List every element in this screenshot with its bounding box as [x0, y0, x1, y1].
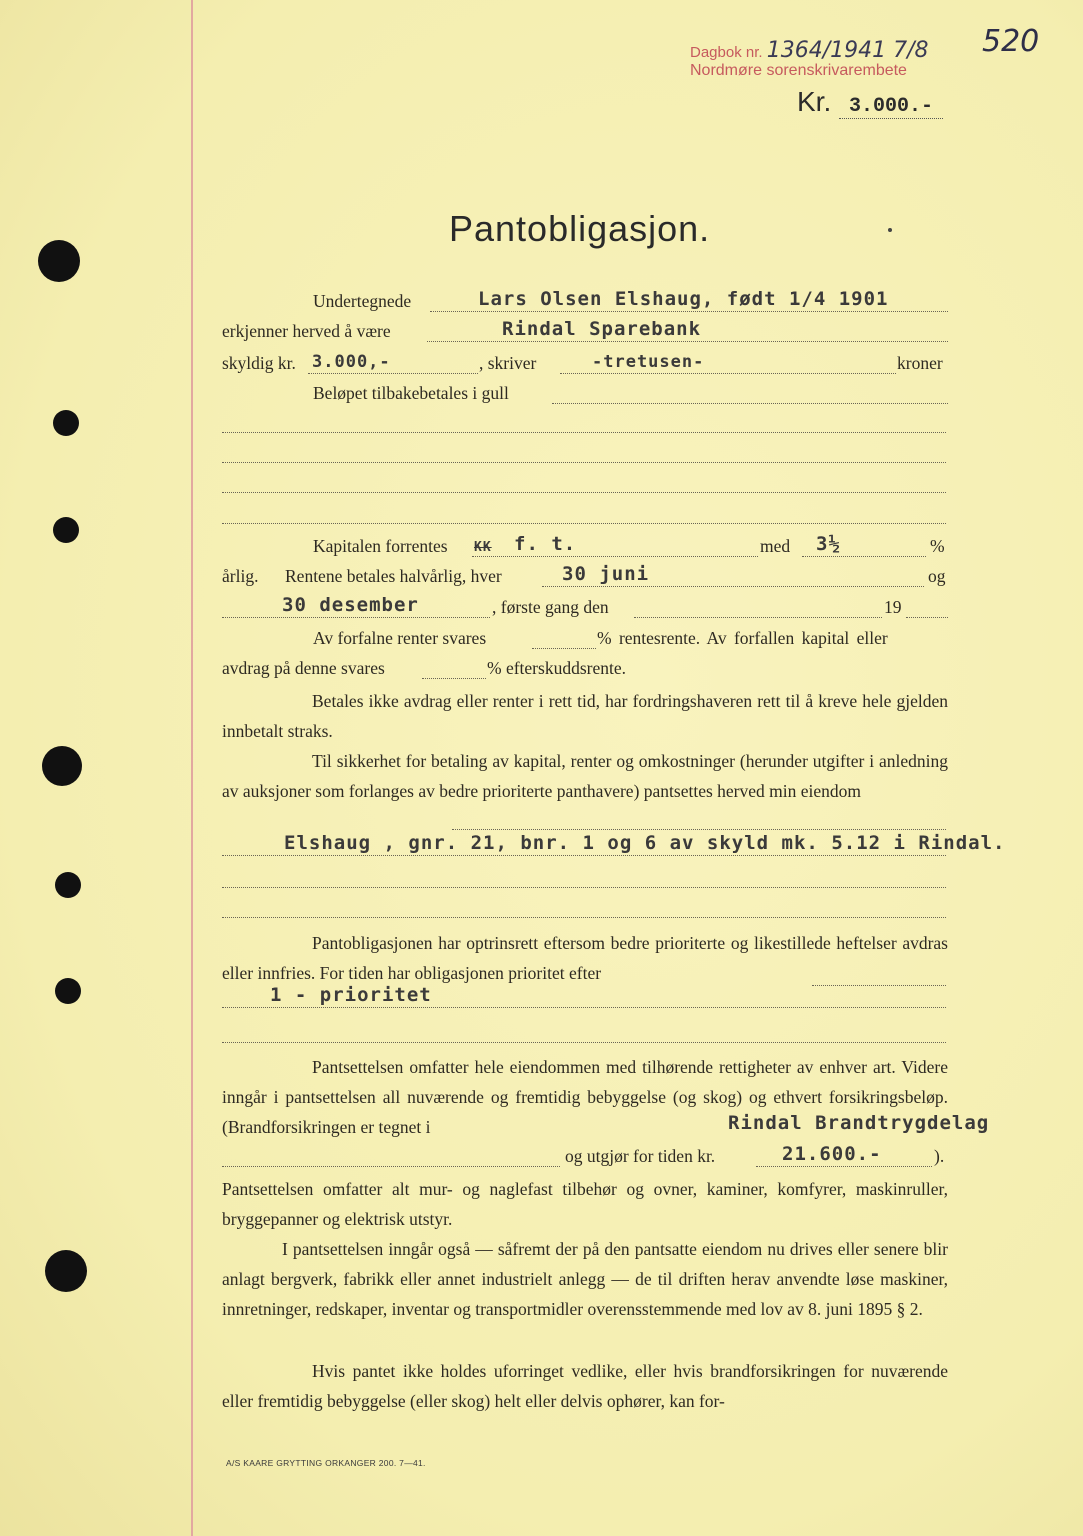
first-time-label: , første gang den [492, 597, 609, 617]
field-insured-amount [222, 1143, 948, 1173]
paragraph-maintenance [222, 1356, 948, 1416]
amount-dots [308, 372, 478, 374]
punch-hole [55, 872, 81, 898]
priority-value: 1 - prioritet [270, 984, 432, 1006]
punch-hole [45, 1250, 87, 1292]
rate-dots [802, 555, 926, 557]
priority-dots [222, 1006, 946, 1008]
field-insurer [700, 1112, 1000, 1142]
annual-label: årlig. [222, 566, 259, 586]
kroner-label: kroner [897, 353, 943, 373]
punch-hole [38, 240, 80, 282]
paragraph-fixtures [222, 1174, 948, 1234]
rate-label: med [760, 536, 791, 556]
punch-hole [42, 746, 82, 786]
ink-dot [888, 228, 892, 232]
payment-date-2: 30 desember [282, 594, 419, 616]
field-payment-dates [222, 563, 948, 593]
year-dots [906, 616, 948, 618]
field-first-payment [222, 594, 948, 624]
stamp-diary-label: Dagbok nr. [690, 44, 763, 61]
og-label: og [928, 566, 946, 586]
amount-field-value: 3.000,- [312, 352, 391, 372]
paragraph-default [222, 686, 948, 746]
paragraph-industry-text: I pantsettelsen inngår også — såfremt der på den pantsatte eiendom nu drives eller senere blir anlagt bergverk, fabrikk eller annet industrielt anlegg — de til driften herav anvendte løse maskiner, innretninger, redskaper, inventar og transportmidler overensstemmende med lov av 8. juni 1895 § 2. [222, 1239, 948, 1320]
amount-prefix: Kr. [797, 86, 832, 117]
field-late-interest [222, 655, 948, 685]
paragraph-security [222, 746, 948, 806]
compound-suffix: % rentesrente. Av forfallen kapital eller [597, 628, 888, 648]
interest-value: f. t. [514, 533, 577, 555]
amount-label: skyldig kr. [222, 353, 296, 373]
document-title: Pantobligasjon. [449, 208, 711, 249]
compound-label: Av forfalne renter svares [313, 628, 487, 648]
paragraph-industry [222, 1234, 948, 1325]
struck-mark: KK [474, 540, 492, 555]
gold-label: Beløpet tilbakebetales i gull [313, 383, 509, 403]
late-label: avdrag på denne svares [222, 658, 385, 678]
percent-sign: % [930, 536, 945, 556]
payment-date-1: 30 juni [562, 563, 650, 585]
stamp-diary-number: 1364/1941 7/8 [766, 38, 929, 63]
interest-dots [472, 555, 758, 557]
close-paren: ). [934, 1146, 945, 1166]
page-number: 520 [982, 24, 1040, 59]
field-creditor [222, 318, 948, 348]
words-value: -tretusen- [592, 352, 705, 372]
blank-line [222, 917, 946, 918]
creditor-dots [427, 340, 948, 342]
field-gold [222, 380, 948, 410]
field-priority [222, 984, 948, 1014]
blank-line [222, 523, 946, 524]
words-label: , skriver [479, 353, 537, 373]
compound-dots [532, 647, 596, 649]
stamp-office-name: Nordmøre sorenskrivarembete [690, 62, 907, 79]
gold-dots [552, 402, 948, 404]
amount-header [797, 86, 943, 118]
insured-value: 21.600.- [782, 1143, 882, 1165]
registry-stamp-office [690, 62, 907, 80]
paragraph-priority-text: Pantobligasjonen har optrinsrett eftersom bedre prioriterte og likestillede heftelser avdras eller innfries. For tiden har obligasjonen prioritet efter [222, 933, 948, 984]
first-time-dots [634, 616, 882, 618]
amount-value: 3.000.- [839, 95, 943, 119]
undertegnede-dots [430, 310, 948, 312]
blank-line [222, 887, 946, 888]
insured-dots [756, 1165, 932, 1167]
insurer-dots [222, 1165, 560, 1167]
property-dots [222, 854, 946, 856]
date-2-dots [222, 616, 490, 618]
property-dots-head [452, 828, 946, 830]
blank-line [222, 1042, 946, 1043]
punch-hole [53, 410, 79, 436]
creditor-label: erkjenner herved å være [222, 321, 391, 341]
field-property [222, 832, 1042, 862]
words-dots [560, 372, 896, 374]
margin-rule [191, 0, 193, 1536]
undertegnede-label: Undertegnede [313, 291, 412, 311]
rate-value: 3½ [816, 533, 841, 555]
payment-dots [542, 585, 924, 587]
blank-line [222, 462, 946, 463]
punch-hole [55, 978, 81, 1004]
paragraph-maintenance-text: Hvis pantet ikke holdes uforringet vedlike, eller hvis brandforsikringen for nuværende eller fremtidig bebyggelse (eller skog) helt eller delvis ophører, kan for- [222, 1361, 948, 1412]
interest-label: Kapitalen forrentes [313, 536, 448, 556]
blank-line [222, 492, 946, 493]
creditor-value: Rindal Sparebank [502, 318, 702, 340]
insurer-value: Rindal Brandtrygdelag [728, 1112, 990, 1134]
registry-stamp [690, 38, 929, 63]
field-interest [222, 533, 948, 563]
insured-label: og utgjør for tiden kr. [565, 1146, 716, 1166]
year-prefix: 19 [884, 597, 902, 617]
payment-label: Rentene betales halvårlig, hver [285, 566, 502, 586]
paragraph-fixtures-text: Pantsettelsen omfatter alt mur- og naglefast tilbehør og ovner, kaminer, komfyrer, maskinruller, bryggepanner og elektrisk utstyr. [222, 1179, 948, 1230]
field-amount [222, 350, 948, 380]
punch-hole [53, 517, 79, 543]
field-compound-interest [222, 625, 948, 655]
printer-imprint: A/S KAARE GRYTTING ORKANGER 200. 7—41. [226, 1458, 426, 1468]
property-value: Elshaug , gnr. 21, bnr. 1 og 6 av skyld mk. 5.12 i Rindal. [284, 832, 1006, 854]
paragraph-default-text: Betales ikke avdrag eller renter i rett tid, har fordringshaveren rett til å kreve hele gjelden innbetalt straks. [222, 691, 948, 742]
field-undertegnede [222, 288, 948, 318]
paragraph-priority [222, 928, 948, 988]
late-suffix: % efterskuddsrente. [487, 658, 626, 678]
blank-line [222, 432, 946, 433]
late-dots [422, 677, 486, 679]
undertegnede-value: Lars Olsen Elshaug, født 1/4 1901 [478, 288, 889, 310]
paragraph-security-text: Til sikkerhet for betaling av kapital, renter og omkostninger (herunder utgifter i anledning av auksjoner som forlanges av bedre prioriterte panthavere) pantsettes herved min eiendom [222, 751, 948, 802]
paragraph-scope-text: Pantsettelsen omfatter hele eiendommen med tilhørende rettigheter av enhver art. Videre inngår i pantsettelsen all nuværende og fremtidig bebyggelse (og skog) og ethvert forsikringsbeløp. (Brandforsikringen er tegnet i [222, 1057, 948, 1138]
